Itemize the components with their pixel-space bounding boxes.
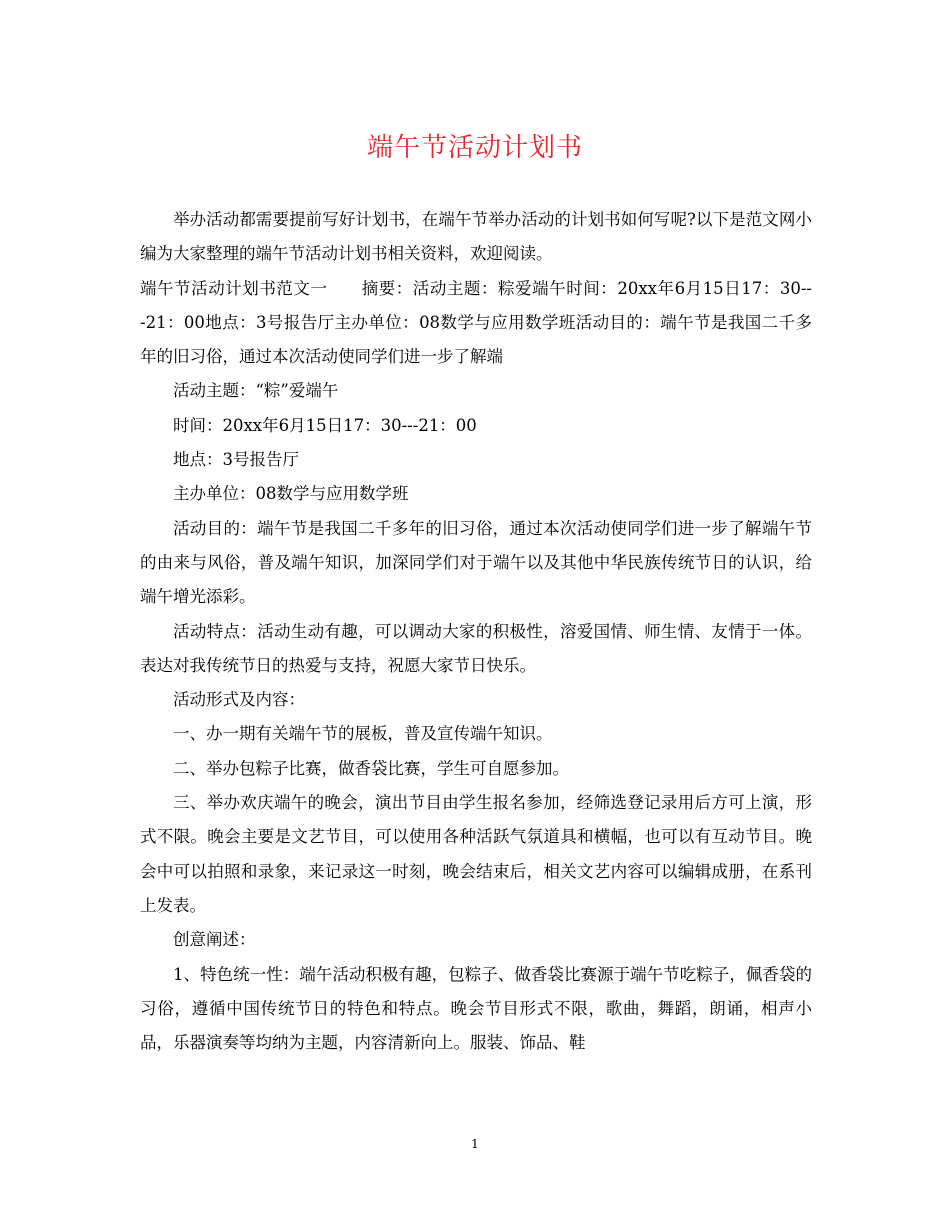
document-body bbox=[140, 203, 812, 1060]
document-title: 端午节活动计划书 bbox=[366, 133, 583, 163]
activity-item-1: 一、办一期有关端午节的展板，普及宣传端午知识。 bbox=[173, 724, 553, 744]
activity-form-heading: 活动形式及内容： bbox=[173, 690, 305, 710]
activity-location: 地点：3号报告厅 bbox=[173, 450, 299, 470]
creative-item-1: 1、特色统一性：端午活动积极有趣，包粽子、做香袋比赛源于端午节吃粽子，佩香袋的习俗，遵循中国传统节日的特色和特点。晚会节目形式不限，歌曲，舞蹈，朗诵，相声小品，乐器演奏等均纳为主题，内容清新向上。服装、饰品、鞋 bbox=[140, 964, 812, 1053]
intro-paragraph: 举办活动都需要提前写好计划书，在端午节举办活动的计划书如何写呢?以下是范文网小编为大家整理的端午节活动计划书相关资料，欢迎阅读。 bbox=[140, 210, 812, 264]
page-number: 1 bbox=[471, 1137, 479, 1151]
summary-paragraph: 端午节活动计划书范文一 摘要：活动主题：粽爱端午时间：20xx年6月15日17：30---21：00地点：3号报告厅主办单位：08数学与应用数学班活动目的：端午节是我国二千多年的旧习俗，通过本次活动使同学们进一步了解端 bbox=[140, 278, 812, 367]
activity-organizer: 主办单位：08数学与应用数学班 bbox=[173, 484, 409, 504]
activity-purpose: 活动目的：端午节是我国二千多年的旧习俗，通过本次活动使同学们进一步了解端午节的由来与风俗，普及端午知识，加深同学们对于端午以及其他中华民族传统节日的认识，给端午增光添彩。 bbox=[140, 518, 812, 607]
activity-item-3: 三、举办欢庆端午的晚会，演出节目由学生报名参加，经筛选登记录用后方可上演，形式不限。晚会主要是文艺节目，可以使用各种活跃气氛道具和横幅，也可以有互动节目。晚会中可以拍照和录象，来记录这一时刻，晚会结束后，相关文艺内容可以编辑成册，在系刊上发表。 bbox=[140, 793, 812, 915]
activity-item-2: 二、举办包粽子比赛，做香袋比赛，学生可自愿参加。 bbox=[173, 758, 569, 778]
activity-theme: 活动主题：“粽”爱端午 bbox=[173, 381, 339, 401]
activity-time: 时间：20xx年6月15日17：30---21：00 bbox=[173, 415, 477, 435]
creative-heading: 创意阐述： bbox=[173, 930, 256, 950]
activity-features: 活动特点：活动生动有趣，可以调动大家的积极性，溶爱国情、师生情、友情于一体。表达对我传统节日的热爱与支持，祝愿大家节日快乐。 bbox=[140, 621, 812, 675]
